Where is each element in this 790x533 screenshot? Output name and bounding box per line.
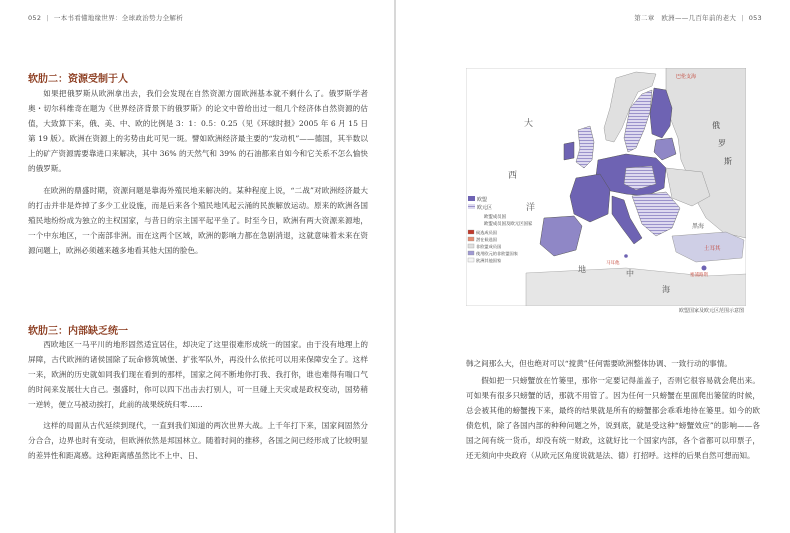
left-page-number: 052	[28, 14, 42, 22]
france-region	[570, 174, 610, 222]
section3-paragraph: 西欧地区一马平川的地形固然适宜居住，却决定了这里很难形成统一的国家。由于没有地理上的屏障，古代欧洲的诸侯国除了玩命修筑城堡、扩张军队外，再没什么依托可以用来保障安全了。这样一来，欧洲的历史就如同我们现在看到的那样，国家之间不断地你打我、我打你，谁也难得有喘口气的时间来发展壮大自己。强盛时，你可以四下出击去打别人，可一旦碰上天灾或是政权变动，国势稍一逆转，便立马被动挨打，此前的战果统统归零……	[28, 340, 368, 409]
label-atlantic-1: 大	[524, 119, 534, 129]
label-atlantic-2: 西	[508, 171, 518, 181]
label-med-3: 海	[662, 285, 670, 294]
label-black-sea: 黑海	[692, 223, 705, 230]
map-caption: 欧盟国家及欧元区范围示意图	[678, 308, 744, 314]
legend-member-label: 欧盟成员国	[484, 215, 506, 220]
legend-candidate-swatch	[468, 230, 474, 234]
section3-paragraph: 这样的局面从古代延续到现代，一直到我们知道的两次世界大战。上千年打下来，国家间固然分分合合，边界也时有变动，但欧洲依然是邦国林立。随着时间的推移，各国之间已经形成了比较明显的差异性和距离感。这种距离感虽然比不上中、日、	[28, 421, 368, 460]
europe-eu-map	[466, 68, 746, 306]
label-med-1: 地	[578, 265, 586, 274]
right-page-header: 第二章 欧洲——几百年前的老大 | 053	[634, 14, 762, 22]
right-page-body	[466, 356, 760, 463]
label-russia-1: 俄	[712, 121, 720, 130]
label-barents: 巴伦支海	[676, 74, 697, 80]
legend-candidate-swatch	[468, 244, 474, 248]
legend-candidate-label: 欧洲其他国家	[476, 258, 502, 263]
right-paragraph: 韩之间那么大，但也绝对可以“搅黄”任何需要欧洲整体协调、一致行动的事情。	[466, 359, 732, 368]
legend-swatch-euro	[468, 204, 475, 209]
section2-body	[28, 86, 368, 258]
legend-euro-label: 欧元区	[477, 205, 493, 211]
legend-candidate-swatch	[468, 251, 474, 255]
legend-euro-member-label: 欧盟成员国及欧元区国家	[484, 222, 533, 227]
ireland-region	[564, 142, 574, 160]
section2-paragraph: 如果把俄罗斯从欧洲拿出去，我们会发现在自然资源方面欧洲基本就不剩什么了。俄罗斯学者奥・切尔科维奇在题为《世界经济背景下的俄罗斯》的论文中曾给出过一组几个经济体自然资源的估值，大致算下来，俄、美、中、欧的比例是 3：1：0.5：0.25（见《环球时报》2005 年 6 月 15 日第 19 版）。欧洲在资源上的劣势由此可见一斑。譬如欧洲经济最主要的“发动机”——德国，其半数以上的矿产资源需要靠进口来解决，其中 36% 的天然气和 39% 的石油都来自如今和它关系不怎么愉快的俄罗斯。	[28, 89, 368, 173]
section3-title: 软肋三：内部缺乏统一	[28, 326, 128, 337]
label-atlantic-3: 洋	[526, 203, 536, 213]
left-page-header: 052 | 一本书看懂地缘世界：全球政治势力全解析	[28, 14, 184, 22]
right-page-number: 053	[748, 14, 762, 22]
right-paragraph: 假如把一只螃蟹放在竹篓里，那你一定要记得盖盖子，否则它很容易就会爬出来。可如果有很多只螃蟹的话，那就不用管了。因为任何一只螃蟹在里面爬出篓筐的时候，总会被其他的螃蟹拽下来，最终的结果就是所有的螃蟹都会乖乖地待在篓里。如今的欧债危机，除了各国内部的种种问题之外，说到底，就是受这种“螃蟹效应”的影响——各国之间有统一货币，却没有统一财政，这就好比一个国家内部，各个省都可以印票子，还无须向中央政府（从欧元区角度说就是法、德）打招呼。这样的后果自然可想而知。	[466, 376, 760, 460]
label-turkey: 土耳其	[704, 246, 721, 252]
legend-candidate-label: 候选成员国	[476, 230, 497, 235]
legend-candidate-swatch	[468, 258, 474, 262]
legend-candidate-label: 潜在候选国	[476, 237, 497, 242]
label-russia-2: 罗	[718, 139, 726, 148]
legend-candidate-swatch	[468, 237, 474, 241]
label-malta: 马耳他	[606, 261, 620, 266]
legend-eu-label: 欧盟	[477, 197, 488, 203]
left-page	[0, 0, 394, 533]
section2-title: 软肋二：资源受制于人	[28, 74, 128, 85]
section2-paragraph: 在欧洲的鼎盛时期，资源问题是靠海外殖民地来解决的。某种程度上说，“二战”对欧洲经济最大的打击并非是炸掉了多少工业设施，而是后来各个殖民地风起云涌的民族解放运动。原来的欧洲各国殖民地纷纷成为独立的主权国家，与昔日的宗主国平起平坐了。时至今日，欧洲有两大资源来源地，一个中东地区，一个南部非洲。而在这两个区域，欧洲的影响力都在急剧消退，这就意味着未来在资源问题上，欧洲必须越来越多地看其他大国的脸色。	[28, 186, 368, 255]
malta-marker	[624, 254, 628, 258]
legend-candidate-label: 使用欧元的非欧盟国家	[476, 251, 518, 256]
section3-body	[28, 337, 368, 463]
label-med-2: 中	[626, 269, 634, 278]
cyprus-marker	[702, 266, 707, 271]
right-page	[396, 0, 790, 533]
legend-swatch-eu	[468, 196, 475, 201]
left-running-title: 一本书看懂地缘世界：全球政治势力全解析	[53, 14, 184, 22]
legend-candidate-label: 非欧盟成员国	[476, 244, 502, 249]
label-russia-3: 斯	[724, 157, 732, 166]
label-cyprus: 塞浦路斯	[690, 273, 708, 278]
right-running-title: 第二章 欧洲——几百年前的老大	[634, 14, 737, 22]
